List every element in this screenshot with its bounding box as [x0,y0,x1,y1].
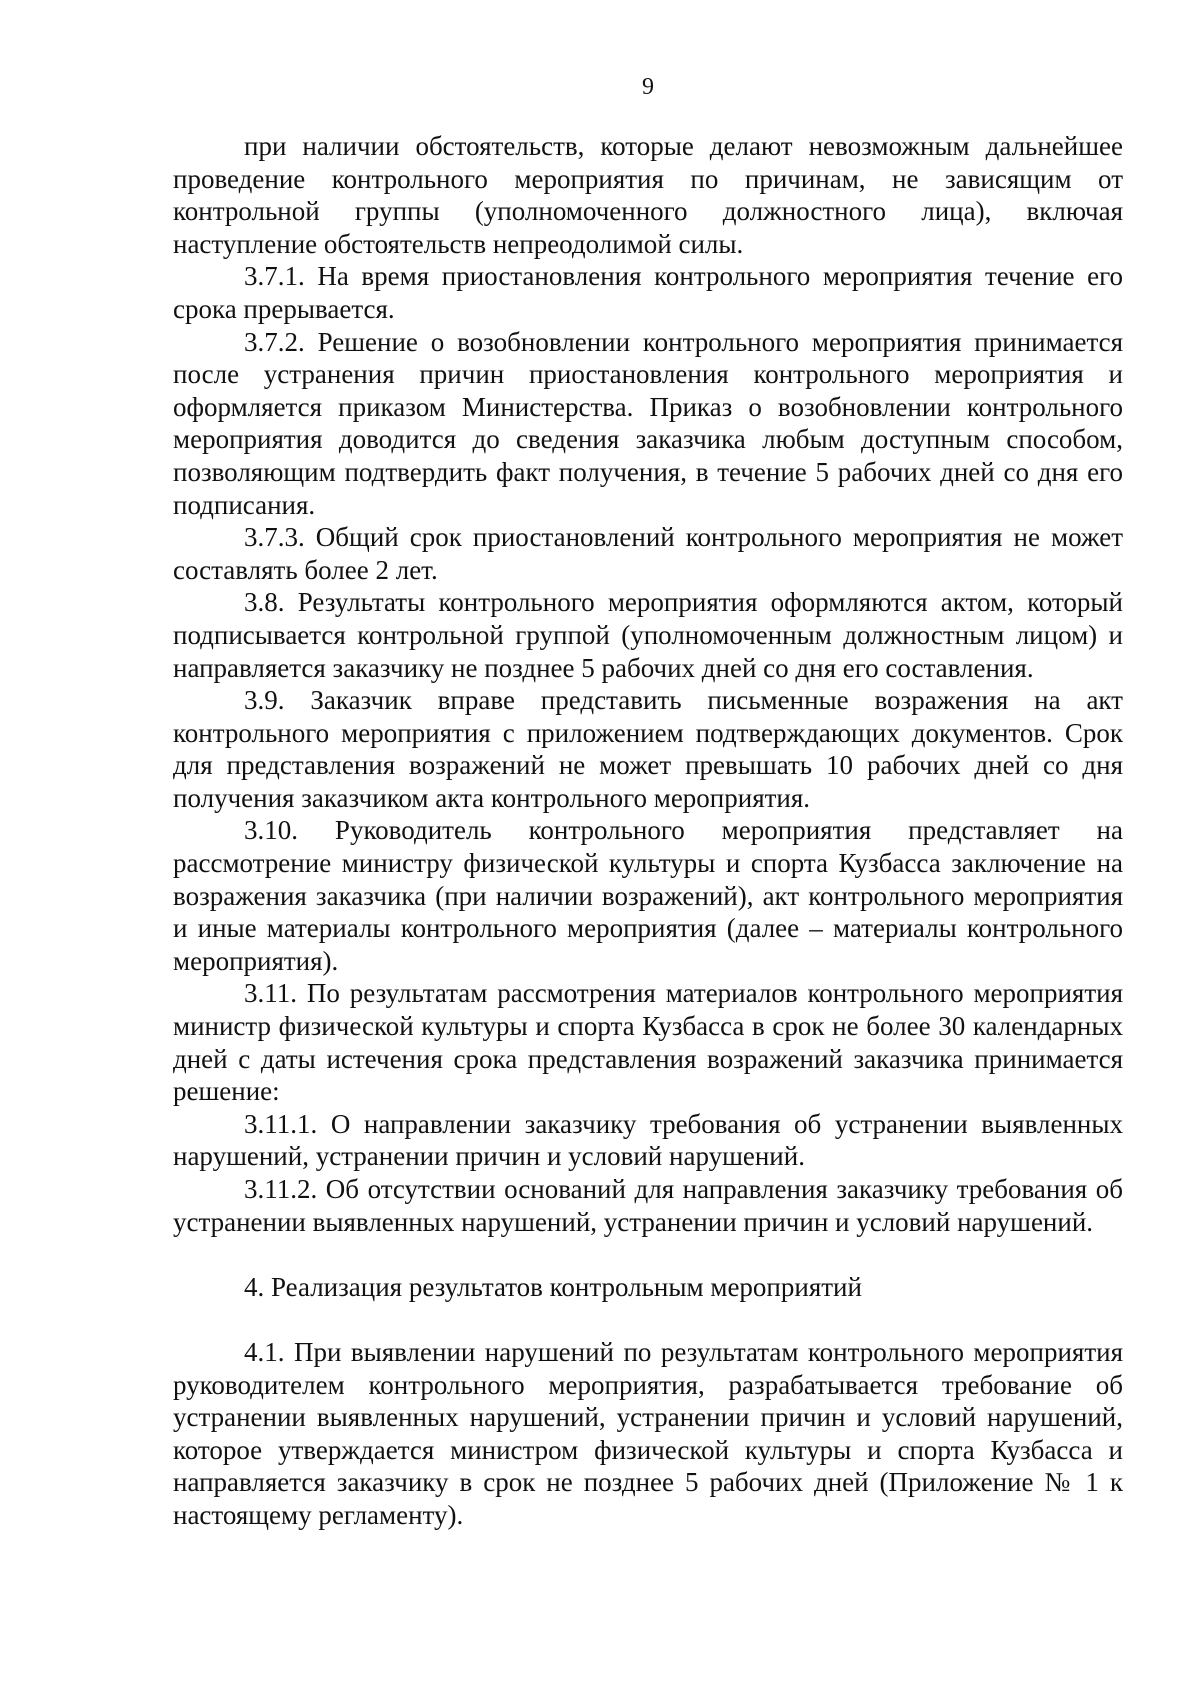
section-heading: 4. Реализация результатов контрольным мероприятий [244,1271,862,1302]
document-body [173,130,1123,1532]
paragraph-3-10: 3.10. Руководитель контрольного мероприятия представляет на рассмотрение министру физической культуры и спорта Кузбасса заключение на возражения заказчика (при наличии возражений), акт контрольного мероприятия и иные материалы контрольного мероприятия (далее – материалы контрольного мероприятия). [173,815,1123,976]
paragraph-3-11: 3.11. По результатам рассмотрения материалов контрольного мероприятия министр физической культуры и спорта Кузбасса в срок не более 30 календарных дней с даты истечения срока представления возражений заказчика принимается решение: [173,978,1123,1107]
paragraph-3-11-2: 3.11.2. Об отсутствии оснований для направления заказчику требования об устранении выявленных нарушений, устранении причин и условий нарушений. [173,1174,1123,1237]
paragraph-3-9: 3.9. Заказчик вправе представить письменные возражения на акт контрольного мероприятия с приложением подтверждающих документов. Срок для представления возражений не может превышать 10 рабочих дней со дня получения заказчиком акта контрольного мероприятия. [173,685,1123,813]
paragraph-4-1: 4.1. При выявлении нарушений по результатам контрольного мероприятия руководителем контрольного мероприятия, разрабатывается требование об устранении выявленных нарушений, устранении причин и условий нарушений, которое утверждается министром физической культуры и спорта Кузбасса и направляется заказчику в срок не позднее 5 рабочих дней (Приложение № 1 к настоящему регламенту). [173,1336,1123,1530]
paragraph-3-7-3: 3.7.3. Общий срок приостановлений контрольного мероприятия не может составлять более 2 лет. [173,522,1123,585]
spacer [173,1303,1123,1336]
paragraph-3-8: 3.8. Результаты контрольного мероприятия оформляются актом, который подписывается контрольной группой (уполномоченным должностным лицом) и направляется заказчику не позднее 5 рабочих дней со дня его составления. [173,587,1123,683]
page-number: 9 [642,74,654,100]
paragraph-continuation: при наличии обстоятельств, которые делают невозможным дальнейшее проведение контрольного мероприятия по причинам, не зависящим от контрольной группы (уполномоченного должностного лица), включая наступление обстоятельств непреодолимой силы. [173,131,1123,259]
paragraph-3-7-2: 3.7.2. Решение о возобновлении контрольного мероприятия принимается после устранения причин приостановления контрольного мероприятия и оформляется приказом Министерства. Приказ о возобновлении контрольного мероприятия доводится до сведения заказчика любым доступным способом, позволяющим подтвердить факт получения, в течение 5 рабочих дней со дня его подписания. [173,326,1123,520]
spacer [173,1238,1123,1271]
paragraph-3-7-1: 3.7.1. На время приостановления контрольного мероприятия течение его срока прерывается. [173,261,1123,324]
paragraph-3-11-1: 3.11.1. О направлении заказчику требования об устранении выявленных нарушений, устранении причин и условий нарушений. [173,1108,1123,1172]
